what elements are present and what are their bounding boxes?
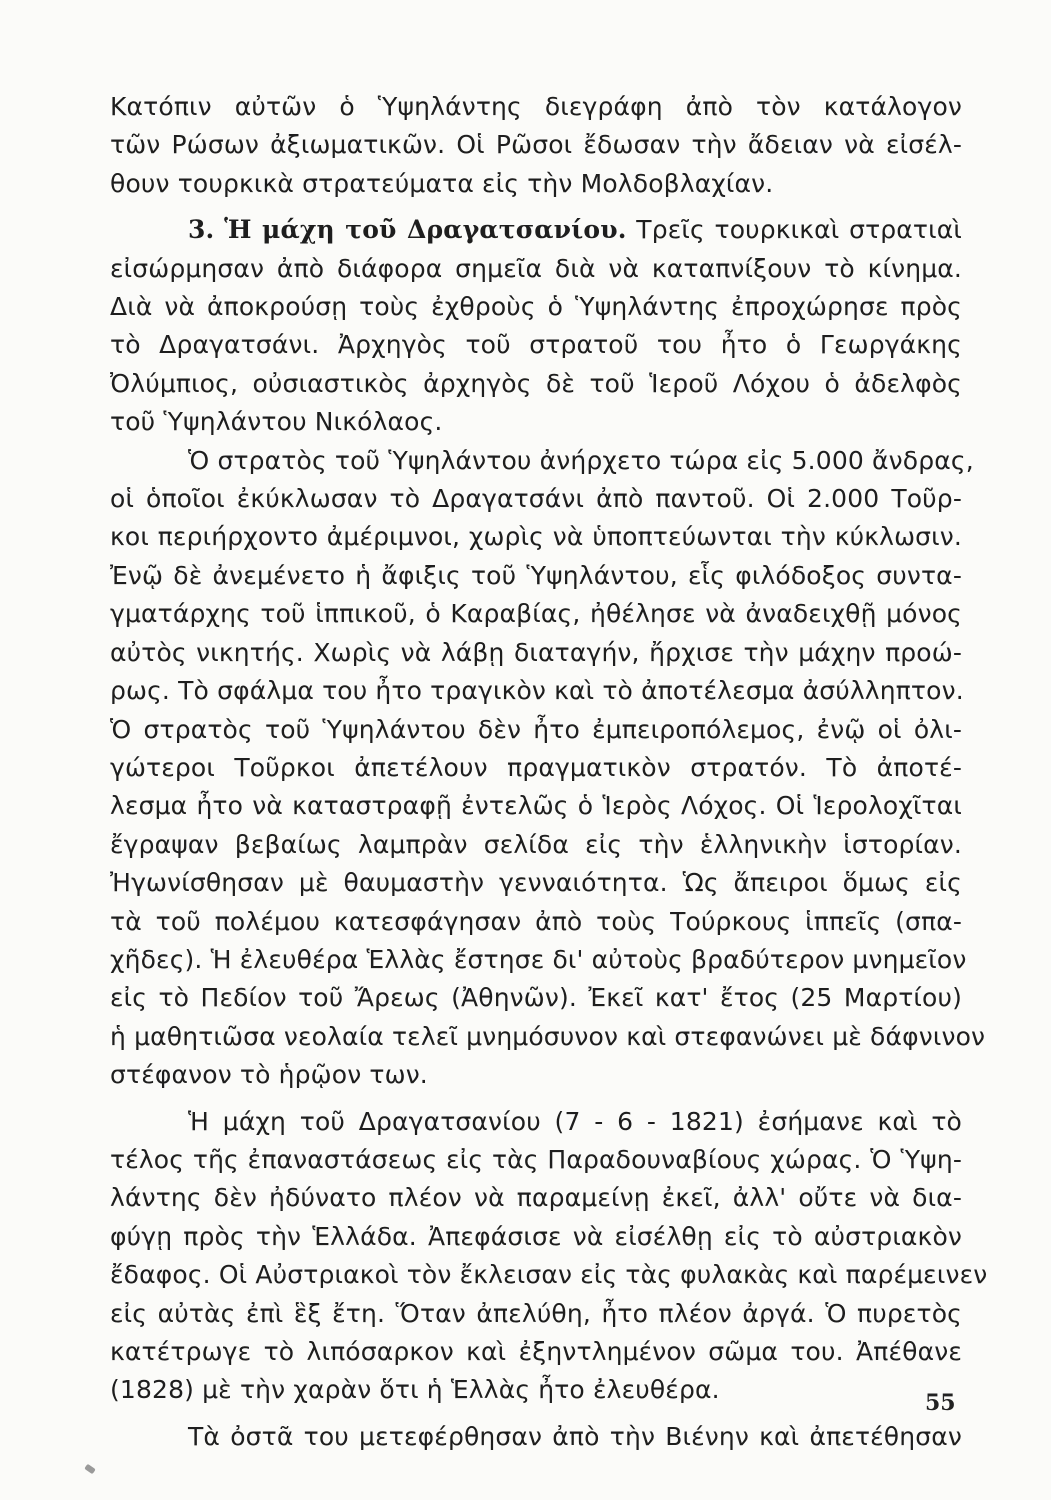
text-line: χῆδες). Ἡ ἐλευθέρα Ἑλλὰς ἔστησε δι' αὐτοὺς βραδύτερον μνημεῖον (110, 944, 967, 974)
text-line: (1828) μὲ τὴν χαρὰν ὅτι ἡ Ἑλλὰς ἦτο ἐλευθέρα. (110, 1375, 720, 1405)
page-number: 55 (925, 1390, 956, 1416)
paragraph-5 (110, 1418, 962, 1456)
text-line: Ὀλύμπιος, οὐσιαστικὸς ἀρχηγὸς δὲ τοῦ Ἱεροῦ Λόχου ὁ ἀδελφὸς (110, 368, 962, 398)
text-line: κατέτρωγε τὸ λιπόσαρκον καὶ ἐξηντλημένον σῶμα του. Ἀπέθανε (110, 1337, 962, 1366)
paragraph-2 (110, 211, 962, 441)
text-line: εἰς αὐτὰς ἐπὶ ἓξ ἔτη. Ὅταν ἀπελύθη, ἦτο πλέον ἀργά. Ὁ πυρετὸς (110, 1298, 962, 1328)
text-line: τὰ τοῦ πολέμου κατεσφάγησαν ἀπὸ τοὺς Τούρκους ἱππεῖς (σπα- (110, 906, 962, 936)
text-line: Κατόπιν αὐτῶν ὁ Ὑψηλάντης διεγράφη ἀπὸ τὸν κατάλογον (110, 92, 962, 121)
text-line: εἰς τὸ Πεδίον τοῦ Ἄρεως (Ἀθηνῶν). Ἐκεῖ κατ' ἔτος (25 Μαρτίου) (110, 983, 962, 1013)
text-line: ἔδαφος. Οἱ Αὐστριακοὶ τὸν ἔκλεισαν εἰς τὰς φυλακὰς καὶ παρέμεινεν (110, 1260, 988, 1290)
text-line: οἱ ὁποῖοι ἐκύκλωσαν τὸ Δραγατσάνι ἀπὸ παντοῦ. Οἱ 2.000 Τοῦρ- (110, 484, 962, 514)
paragraph-4 (110, 1103, 988, 1410)
text-line: Ὁ στρατὸς τοῦ Ὑψηλάντου ἀνήρχετο τώρα εἰς 5.000 ἄνδρας, (188, 445, 974, 475)
text-line: γώτεροι Τοῦρκοι ἀπετέλουν πραγματικὸν στρατόν. Τὸ ἀποτέ- (110, 752, 962, 782)
text-line: γματάρχης τοῦ ἱππικοῦ, ὁ Καραβίας, ἠθέλησε νὰ ἀναδειχθῇ μόνος (110, 599, 962, 629)
text-line: τέλος τῆς ἐπαναστάσεως εἰς τὰς Παραδουναβίους χώρας. Ὁ Ὑψη- (110, 1144, 962, 1174)
scan-speck (84, 1464, 96, 1475)
text-line: φύγῃ πρὸς τὴν Ἑλλάδα. Ἀπεφάσισε νὰ εἰσέλθῃ εἰς τὸ αὐστριακὸν (110, 1221, 962, 1251)
section-heading-line (110, 211, 962, 249)
text-line: τὸ Δραγατσάνι. Ἀρχηγὸς τοῦ στρατοῦ του ἦτο ὁ Γεωργάκης (110, 330, 962, 360)
text-line: Ἡ μάχη τοῦ Δραγατσανίου (7 - 6 - 1821) ἐσήμανε καὶ τὸ (188, 1106, 962, 1136)
text-line: θουν τουρκικὰ στρατεύματα εἰς τὴν Μολδοβλαχίαν. (110, 168, 774, 198)
body-text (110, 88, 988, 1456)
paragraph-3 (110, 442, 986, 1095)
section-number: 3. (188, 215, 215, 245)
text-line: Ὁ στρατὸς τοῦ Ὑψηλάντου δὲν ἦτο ἐμπειροπόλεμος, ἐνῷ οἱ ὀλι- (110, 714, 962, 744)
text-line: τοῦ Ὑψηλάντου Νικόλαος. (110, 407, 443, 437)
text-line: τῶν Ρώσων ἀξιωματικῶν. Οἱ Ρῶσοι ἔδωσαν τὴν ἄδειαν νὰ εἰσέλ- (110, 130, 962, 160)
text-line: ἡ μαθητιῶσα νεολαία τελεῖ μνημόσυνον καὶ στεφανώνει μὲ δάφνινον (110, 1021, 986, 1051)
text-line: Τρεῖς τουρκικαὶ στρατιαὶ (626, 215, 962, 245)
text-line: Ἐνῷ δὲ ἀνεμένετο ἡ ἄφιξις τοῦ Ὑψηλάντου, εἷς φιλόδοξος συντα- (110, 560, 962, 590)
text-line: αὐτὸς νικητής. Χωρὶς νὰ λάβῃ διαταγήν, ἤρχισε τὴν μάχην προώ- (110, 637, 962, 667)
text-line: ρως. Τὸ σφάλμα του ἦτο τραγικὸν καὶ τὸ ἀποτέλεσμα ἀσύλληπτον. (110, 676, 964, 706)
text-line: στέφανον τὸ ἡρῷον των. (110, 1060, 428, 1090)
text-line: λεσμα ἦτο νὰ καταστραφῇ ἐντελῶς ὁ Ἱερὸς Λόχος. Οἱ Ἱερολοχῖται (110, 791, 962, 821)
paragraph-1 (110, 88, 962, 203)
text-line: εἰσώρμησαν ἀπὸ διάφορα σημεῖα διὰ νὰ καταπνίξουν τὸ κίνημα. (110, 253, 962, 283)
text-line: κοι περιήρχοντο ἀμέριμνοι, χωρὶς νὰ ὑποπτεύωνται τὴν κύκλωσιν. (110, 522, 962, 552)
text-line: λάντης δὲν ἠδύνατο πλέον νὰ παραμείνῃ ἐκεῖ, ἀλλ' οὔτε νὰ δια- (110, 1183, 962, 1213)
section-title: Ἡ μάχη τοῦ Δραγατσανίου. (224, 215, 627, 245)
text-line: ἔγραψαν βεβαίως λαμπρὰν σελίδα εἰς τὴν ἑλληνικὴν ἱστορίαν. (110, 829, 962, 859)
text-line: Ἠγωνίσθησαν μὲ θαυμαστὴν γενναιότητα. Ὡς ἄπειροι ὅμως εἰς (110, 868, 962, 898)
text-line: Διὰ νὰ ἀποκρούσῃ τοὺς ἐχθροὺς ὁ Ὑψηλάντης ἐπροχώρησε πρὸς (110, 292, 962, 322)
text-line: Τὰ ὀστᾶ του μετεφέρθησαν ἀπὸ τὴν Βιένην καὶ ἀπετέθησαν (188, 1421, 962, 1451)
